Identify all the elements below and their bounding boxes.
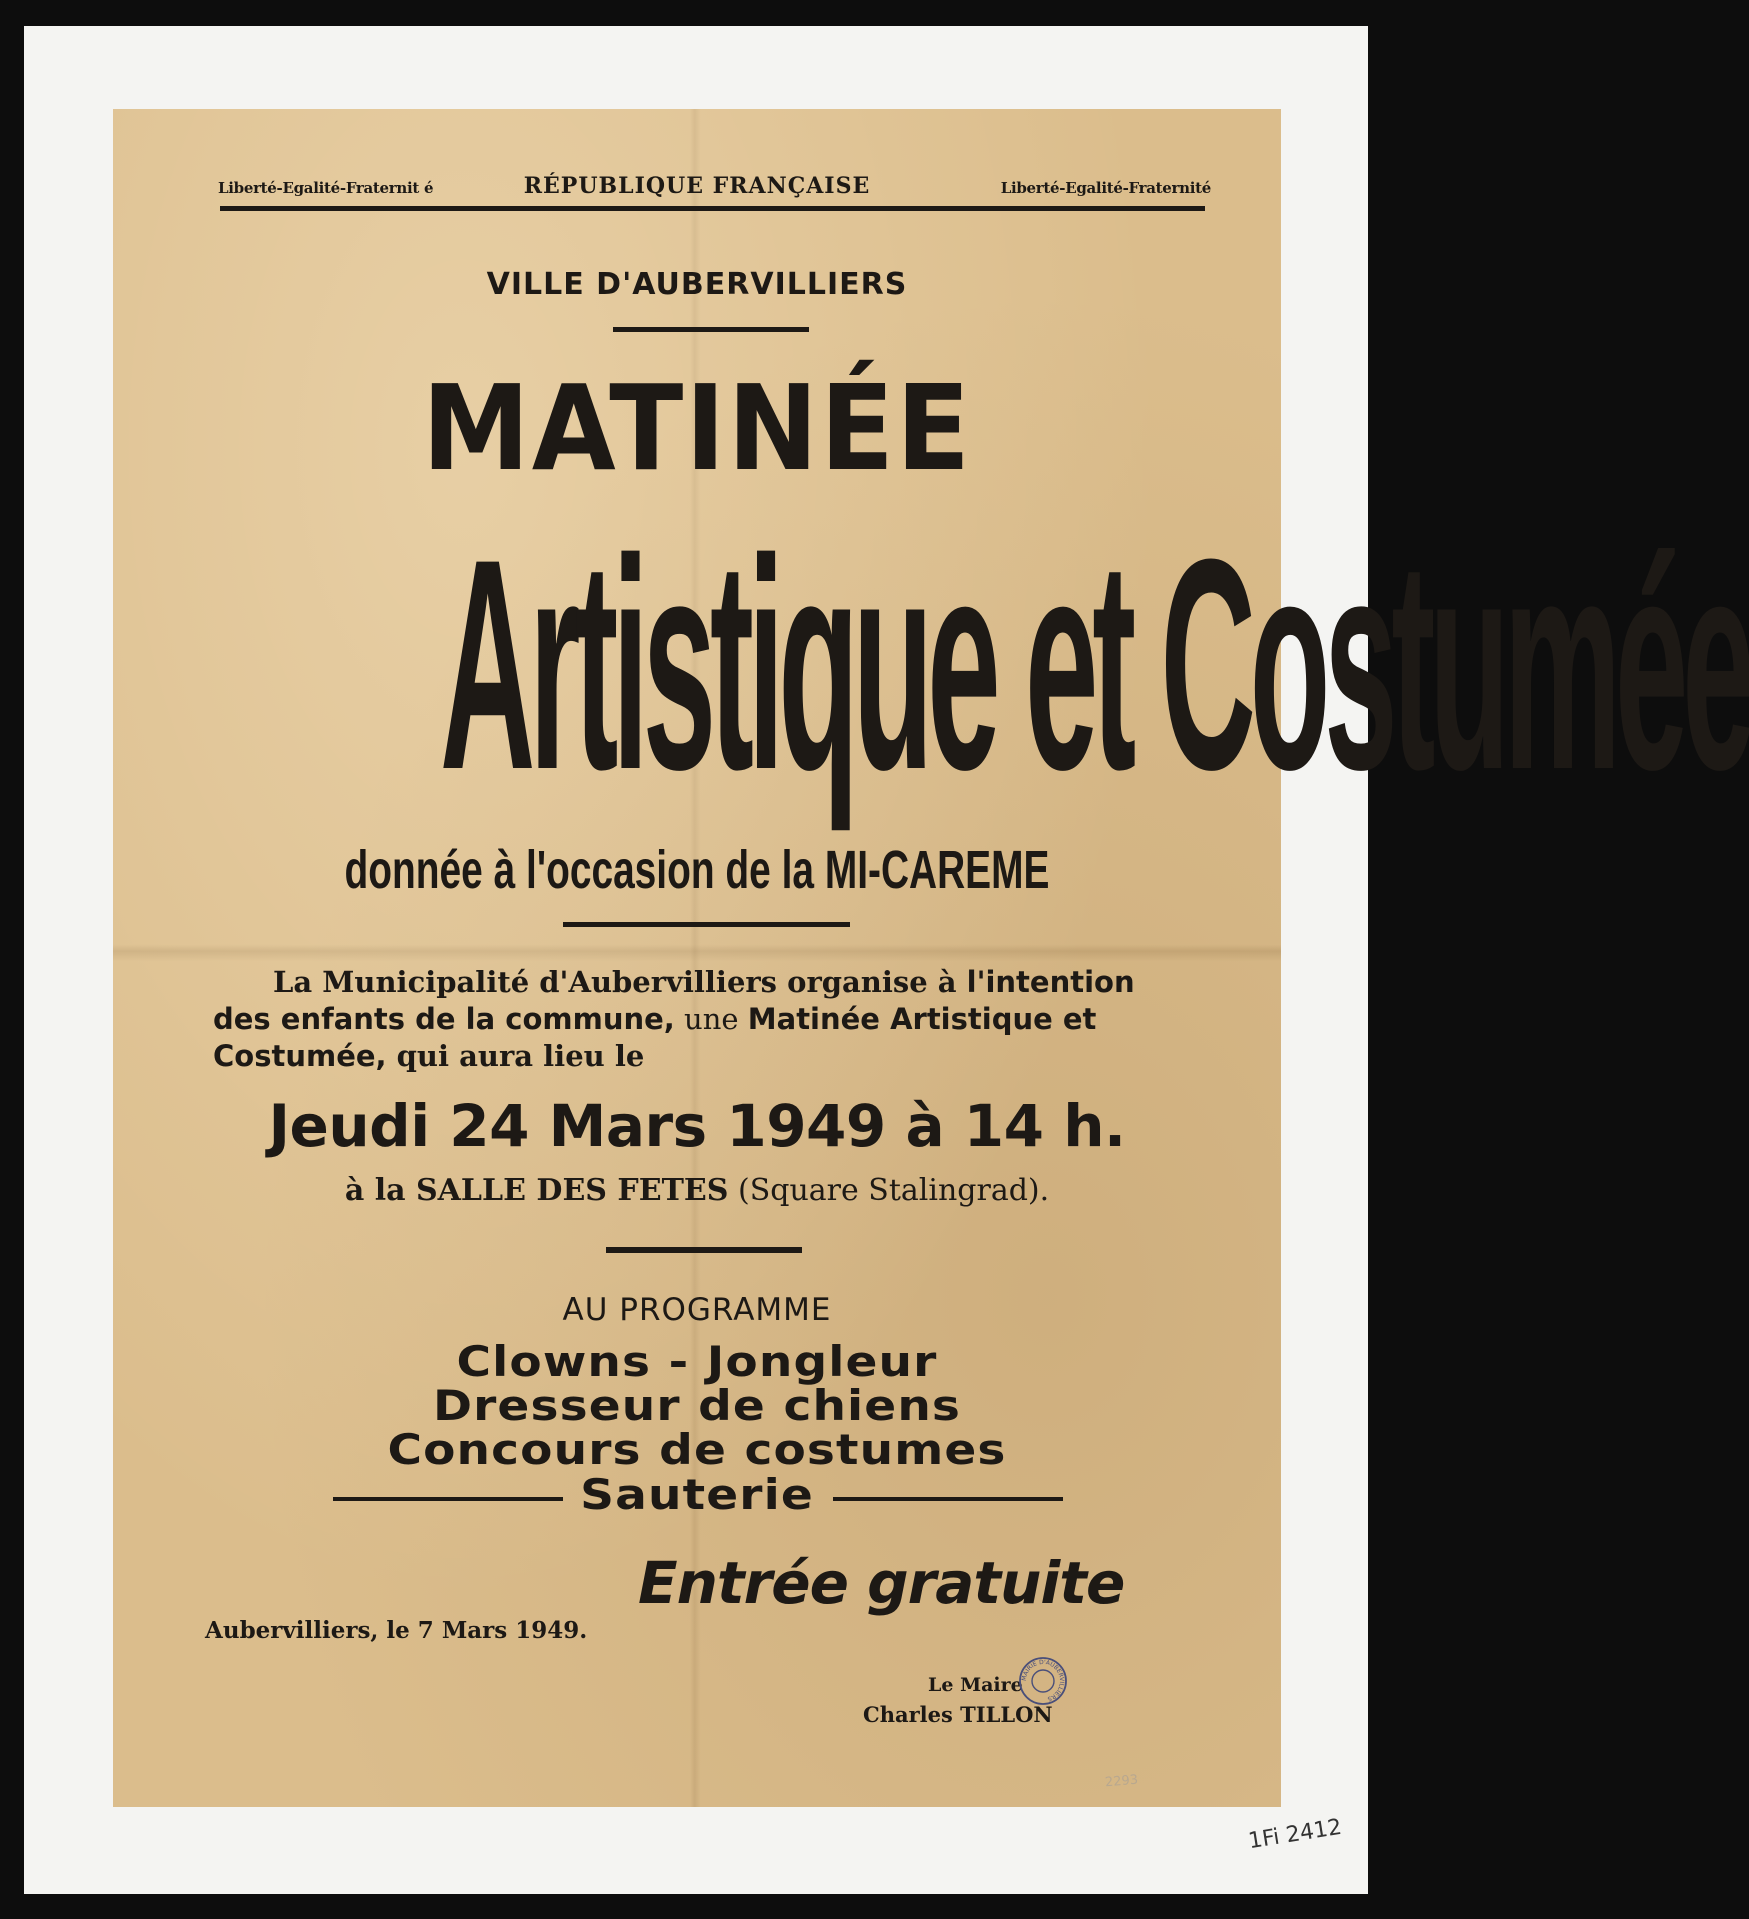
svg-text:MAIRIE D'AUBERVILLIERS: MAIRIE D'AUBERVILLIERS [1020, 1658, 1066, 1703]
archive-code: 1Fi 2412 [1246, 1814, 1344, 1855]
programme-rule-right [833, 1497, 1063, 1501]
place-date: Aubervilliers, le 7 Mars 1949. [205, 1617, 588, 1644]
divider-rule [563, 922, 850, 927]
divider-rule [606, 1247, 802, 1253]
intro-paragraph: La Municipalité d'Aubervilliers organise à l'intention des enfants de la commune, une Matinée Artistique et Costumée, qui aura lieu le [213, 965, 1135, 1073]
motto-right: Liberté-Egalité-Fraternité [1000, 179, 1211, 197]
motto-left: Liberté-Egalité-Fraternit é [218, 179, 434, 197]
title-artistique-costumee: Artistique et Costumée [440, 496, 1749, 832]
event-date: Jeudi 24 Mars 1949 à 14 h. [268, 1092, 1126, 1160]
city-seal-stamp [1018, 1656, 1068, 1706]
programme-heading: AU PROGRAMME [562, 1292, 832, 1328]
programme-item: Concours de costumes [387, 1425, 1007, 1474]
admission-free: Entrée gratuite [638, 1549, 1125, 1617]
occasion-line: donnée à l'occasion de la MI-CAREME [344, 840, 1050, 900]
header-rule [220, 206, 1205, 211]
poster-sheet [113, 109, 1749, 1807]
republic-heading: RÉPUBLIQUE FRANÇAISE [523, 173, 871, 199]
city-heading: VILLE D'AUBERVILLIERS [486, 267, 908, 302]
event-venue: à la SALLE DES FETES (Square Stalingrad). [344, 1173, 1050, 1208]
mayor-title: Le Maire [928, 1674, 1023, 1696]
programme-item: Dresseur de chiens [432, 1381, 962, 1430]
archive-number: 2293 [1104, 1772, 1139, 1791]
programme-item: Clowns - Jongleur [456, 1337, 938, 1386]
title-matinee: MATINÉE [421, 359, 973, 497]
programme-item: Sauterie [580, 1470, 814, 1519]
divider-rule [613, 327, 809, 332]
mayor-name: Charles TILLON [863, 1702, 1053, 1727]
